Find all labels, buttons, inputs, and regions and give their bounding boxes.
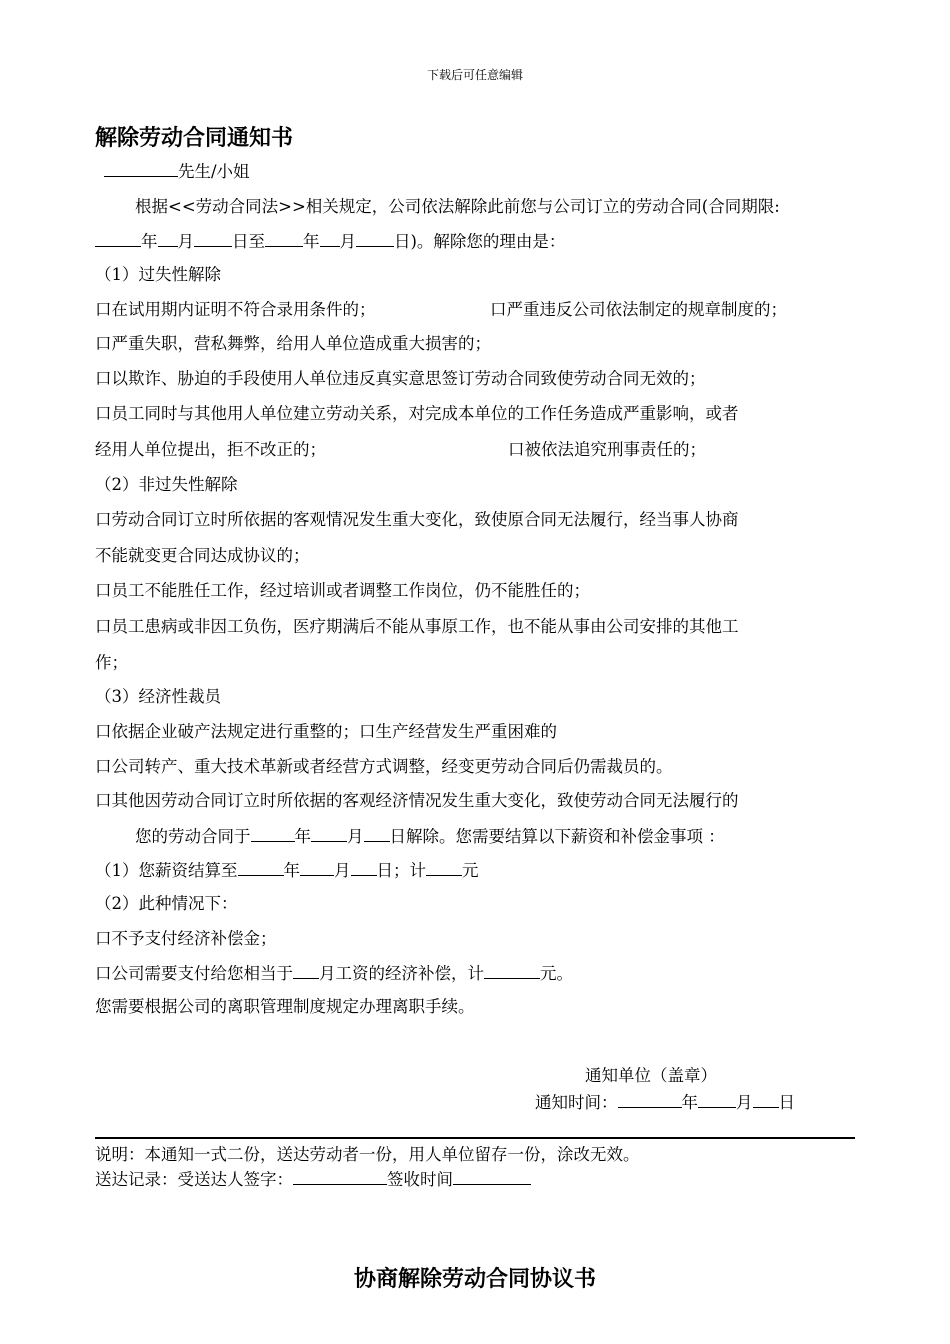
clause-2a-line1: 口劳动合同订立时所依据的客观情况发生重大变化，致使原合同无法履行，经当事人协商 [95, 510, 739, 529]
text: 月工资的经济补偿，计 [319, 964, 484, 983]
divider-rule [95, 1137, 855, 1139]
text: 送达记录：受送达人签字： [95, 1170, 293, 1189]
blank [320, 231, 340, 247]
text: 月 [177, 232, 194, 251]
clause-1a: 口在试用期内证明不符合录用条件的； [95, 300, 376, 319]
termination-date-line [135, 826, 725, 847]
clause-1e-line2: 经用人单位提出，拒不改正的； [95, 440, 326, 459]
text: 年 [303, 232, 320, 251]
section-3-heading: （3）经济性裁员 [95, 687, 221, 706]
clause-3c: 口其他因劳动合同订立时所依据的客观经济情况发生重大变化，致使劳动合同无法履行的 [95, 791, 739, 810]
blank [293, 963, 319, 979]
compensation-heading: （2）此种情况下： [95, 894, 238, 913]
clause-3b: 口公司转产、重大技术革新或者经营方式调整，经变更劳动合同后仍需裁员的。 [95, 757, 673, 776]
intro-line-1: 根据<<劳动合同法>>相关规定，公司依法解除此前您与公司订立的劳动合同(合同期限: [135, 197, 780, 216]
text: 年 [141, 232, 158, 251]
blank [300, 860, 334, 876]
text: 元 [462, 861, 479, 880]
text: 年 [294, 827, 311, 846]
text: 日；计 [376, 861, 426, 880]
text: （1）您薪资结算至 [95, 861, 238, 880]
blank [251, 826, 295, 842]
blank [618, 1092, 682, 1108]
blank [698, 1092, 736, 1108]
option-no-compensation: 口不予支付经济补偿金； [95, 929, 277, 948]
text: 日解除。您需要结算以下薪资和补偿金事项 ： [389, 827, 725, 846]
text: 月 [334, 861, 351, 880]
text: 月 [736, 1093, 753, 1112]
text: 通知时间： [535, 1093, 618, 1112]
clause-2a-line2: 不能就变更合同达成协议的； [95, 546, 310, 565]
notice-time-line [535, 1092, 795, 1113]
delivery-record-line [95, 1169, 531, 1190]
name-blank [104, 161, 178, 177]
blank [95, 231, 141, 247]
clause-1c: 口严重失职，营私舞弊，给用人单位造成重大损害的； [95, 334, 491, 353]
page-header: 下载后可任意编辑 [426, 68, 523, 82]
blank [265, 231, 303, 247]
clause-1d: 口以欺诈、胁迫的手段使用人单位违反真实意思签订劳动合同致使劳动合同无效的； [95, 369, 706, 388]
salary-settlement-line [95, 860, 479, 881]
blank [194, 231, 232, 247]
text: 月 [347, 827, 364, 846]
salutation-text: 先生/小姐 [178, 162, 250, 181]
clause-1e-line1: 口员工同时与其他用人单位建立劳动关系，对完成本单位的工作任务造成严重影响，或者 [95, 404, 739, 423]
option-compensation [95, 963, 573, 984]
clause-1b: 口严重违反公司依法制定的规章制度的； [490, 300, 787, 319]
section-1-heading: （1）过失性解除 [95, 265, 221, 284]
text: 日至 [232, 232, 265, 251]
clause-3a: 口依据企业破产法规定进行重整的；口生产经营发生严重困难的 [95, 722, 557, 741]
text: 月 [339, 232, 356, 251]
agreement-title: 协商解除劳动合同协议书 [353, 1266, 596, 1292]
text: 年 [681, 1093, 698, 1112]
text: 日)。解除您的理由是： [394, 232, 566, 251]
blank [238, 860, 284, 876]
text: 日 [778, 1093, 795, 1112]
blank [484, 963, 540, 979]
issuer-stamp: 通知单位（盖章） [585, 1066, 717, 1085]
text: 签收时间 [387, 1170, 453, 1189]
blank [311, 826, 347, 842]
blank [364, 826, 390, 842]
text: 您的劳动合同于 [135, 827, 251, 846]
blank [351, 860, 377, 876]
notice-title: 解除劳动合同通知书 [95, 125, 294, 151]
intro-line-2 [95, 231, 565, 252]
signature-blank [293, 1169, 387, 1185]
note-line-1: 说明：本通知一式二份，送达劳动者一份，用人单位留存一份，涂改无效。 [95, 1145, 640, 1164]
blank [426, 860, 462, 876]
text: 口公司需要支付给您相当于 [95, 964, 293, 983]
section-2-heading: （2）非过失性解除 [95, 475, 238, 494]
receipt-time-blank [453, 1169, 531, 1185]
text: 元。 [540, 964, 573, 983]
blank [356, 231, 394, 247]
text: 年 [283, 861, 300, 880]
clause-1f: 口被依法追究刑事责任的； [508, 440, 706, 459]
blank [753, 1092, 779, 1108]
closing-line: 您需要根据公司的离职管理制度规定办理离职手续。 [95, 997, 475, 1016]
salutation-line [104, 161, 250, 182]
clause-2c-line1: 口员工患病或非因工负伤，医疗期满后不能从事原工作，也不能从事由公司安排的其他工 [95, 617, 739, 636]
clause-2b: 口员工不能胜任工作，经过培训或者调整工作岗位，仍不能胜任的； [95, 581, 590, 600]
clause-2c-line2: 作； [95, 653, 128, 672]
blank [158, 231, 178, 247]
